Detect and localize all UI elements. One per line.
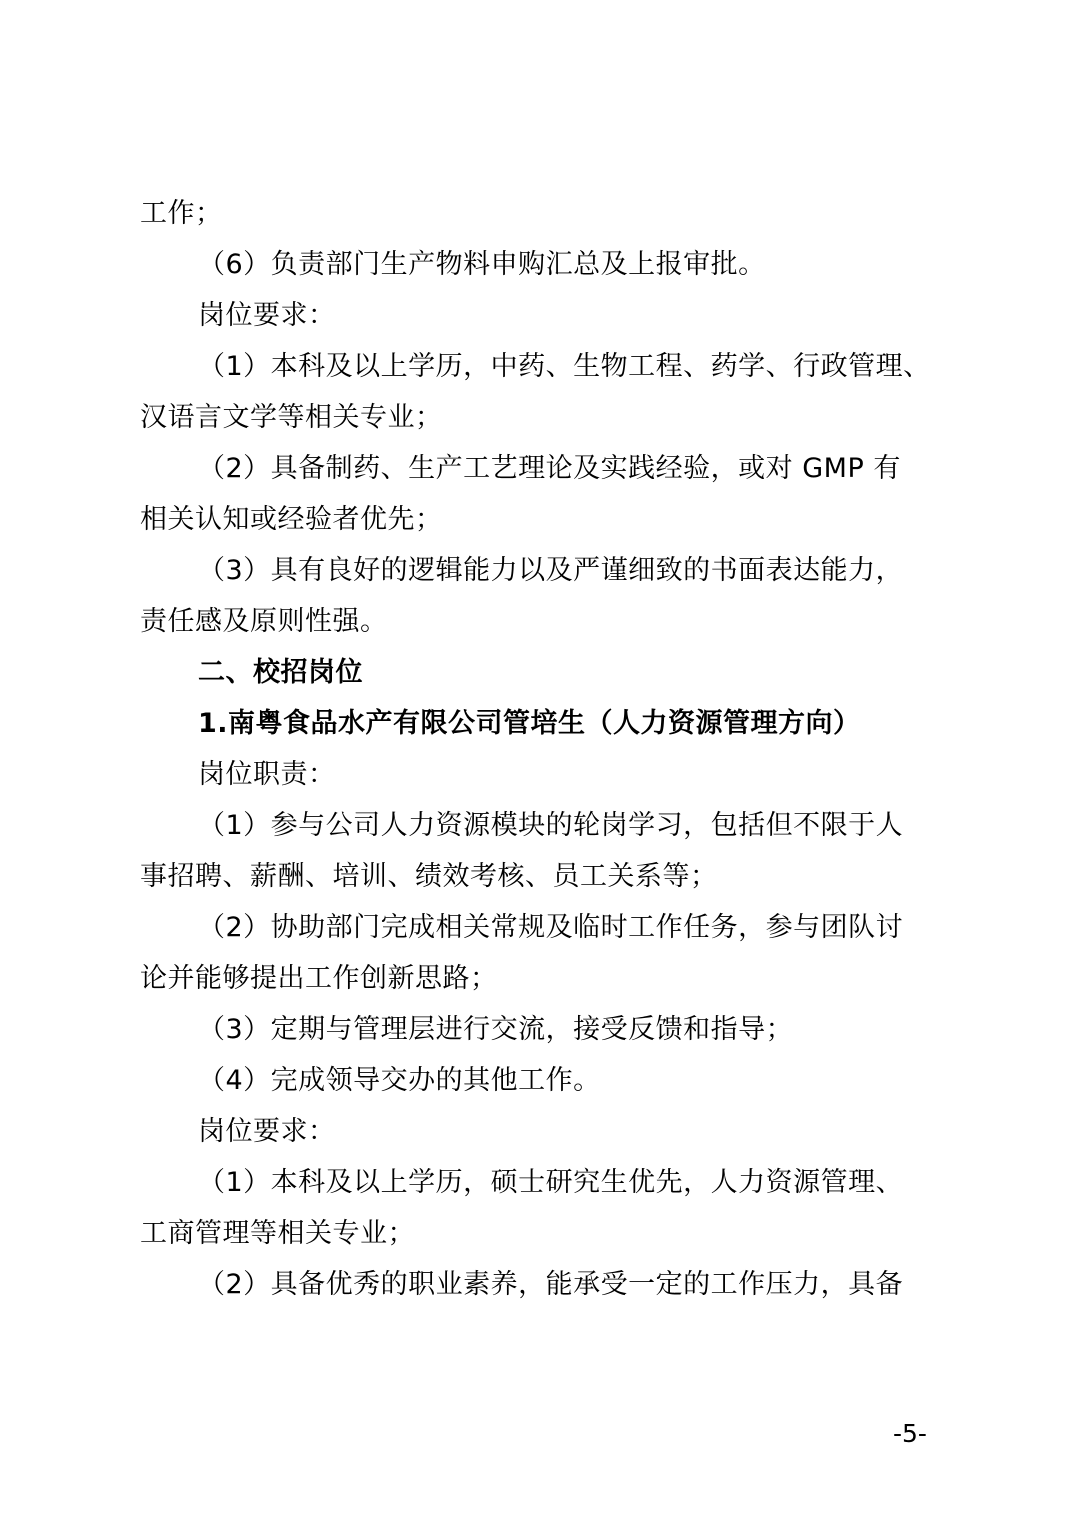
text-line: （1）本科及以上学历，中药、生物工程、药学、行政管理、: [198, 351, 931, 382]
text-line: 责任感及原则性强。: [140, 606, 388, 637]
text-line: （6）负责部门生产物料申购汇总及上报审批。: [198, 249, 766, 280]
text-line: 汉语言文学等相关专业；: [140, 402, 443, 433]
text-line: （2）具备优秀的职业素养，能承受一定的工作压力，具备: [198, 1269, 904, 1300]
text-line: 相关认知或经验者优先；: [140, 504, 443, 535]
text-line: （3）定期与管理层进行交流，接受反馈和指导；: [198, 1014, 794, 1045]
section-heading: 二、校招岗位: [198, 657, 363, 688]
text-line: （2）协助部门完成相关常规及临时工作任务，参与团队讨: [198, 912, 904, 943]
text-line: （1）参与公司人力资源模块的轮岗学习，包括但不限于人: [198, 810, 904, 841]
section-label: 岗位要求：: [198, 1116, 336, 1147]
section-label: 岗位职责：: [198, 759, 336, 790]
position-heading: 1.南粤食品水产有限公司管培生（人力资源管理方向）: [198, 708, 861, 739]
text-line: （4）完成领导交办的其他工作。: [198, 1065, 601, 1096]
text-line: （2）具备制药、生产工艺理论及实践经验，或对 GMP 有: [198, 453, 901, 484]
text-line: 事招聘、薪酬、培训、绩效考核、员工关系等；: [140, 861, 718, 892]
text-line: 工商管理等相关专业；: [140, 1218, 415, 1249]
text-line: （3）具有良好的逻辑能力以及严谨细致的书面表达能力，: [198, 555, 904, 586]
document-body: [140, 188, 945, 1310]
text-line: 工作；: [140, 198, 223, 229]
text-line: 论并能够提出工作创新思路；: [140, 963, 498, 994]
page-number: -5-: [893, 1419, 927, 1448]
section-label: 岗位要求：: [198, 300, 336, 331]
text-line: （1）本科及以上学历，硕士研究生优先，人力资源管理、: [198, 1167, 904, 1198]
